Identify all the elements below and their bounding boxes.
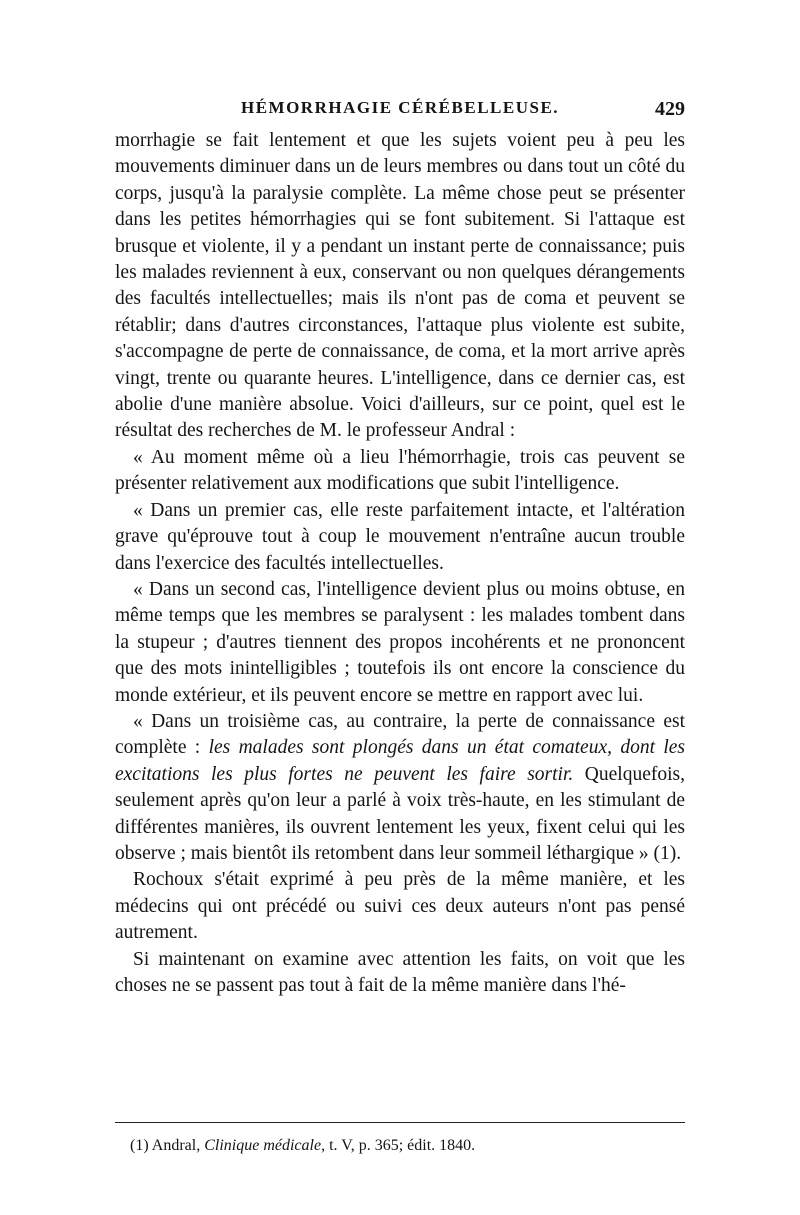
paragraph-5-start: « Dans un troisième cas, au contraire, la perte de connaissance est complète :	[115, 710, 685, 759]
page-number: 429	[655, 98, 685, 120]
paragraph-1: morrhagie se fait lentement et que les sujets voient peu à peu les mouvements diminuer dans un de leurs membres ou dans tout un côté du corps, jusqu'à la paralysie complète. La même chose peut se présenter dans les petites hémorrhagies qui se font subitement. Si l'attaque est brusque et violente, il y a pendant un instant perte de connaissance; puis les malades reviennent à eux, conservant ou non quelques dérangements des facultés intellectuelles; mais ils n'ont pas de coma et peuvent se rétablir; dans d'autres circonstances, l'attaque plus violente est subite, s'accompagne de perte de connaissance, de coma, et la mort arrive après vingt, trente ou quarante heures. L'intelligence, dans ce dernier cas, est abolie d'une manière absolue. Voici d'ailleurs, sur ce point, quel est le résultat des recherches de M. le professeur Andral :	[115, 130, 685, 442]
paragraph-5-end: Quelquefois, seulement après qu'on leur a parlé à voix très-haute, en les stimulant de différentes manières, ils ouvrent lentement les yeux, fixent celui qui les observe ; mais bientôt ils retombent dans leur sommeil léthargique » (1).	[115, 763, 685, 864]
footnote	[130, 1136, 685, 1156]
body-text	[115, 128, 685, 999]
paragraph-5	[115, 709, 685, 867]
footnote-end: , t. V, p. 365; édit. 1840.	[321, 1137, 476, 1154]
paragraph-6: Rochoux s'était exprimé à peu près de la même manière, et les médecins qui ont précédé ou suivi ces deux auteurs n'ont pas pensé autrement.	[115, 869, 685, 944]
footnote-divider	[115, 1122, 685, 1123]
footnote-start: (1) Andral,	[130, 1137, 205, 1154]
page-header	[115, 98, 685, 124]
paragraph-2: « Au moment même où a lieu l'hémorrhagie, trois cas peuvent se présenter relativement aux modifications que subit l'intelligence.	[115, 446, 685, 495]
paragraph-3: « Dans un premier cas, elle reste parfaitement intacte, et l'altération grave qu'éprouve tout à coup le mouvement n'entraîne aucun trouble dans l'exercice des facultés intellectuelles.	[115, 499, 685, 574]
paragraph-5-italic: les malades sont plongés dans un état comateux, dont les excitations les plus fortes ne peuvent les faire sortir.	[115, 737, 685, 785]
paragraph-4: « Dans un second cas, l'intelligence devient plus ou moins obtuse, en même temps que les membres se paralysent : les malades tombent dans la stupeur ; d'autres tiennent des propos incohérents et ne prononcent que des mots inintelligibles ; toutefois ils ont encore la conscience du monde extérieur, et ils peuvent encore se mettre en rapport avec lui.	[115, 578, 685, 706]
paragraph-7: Si maintenant on examine avec attention les faits, on voit que les choses ne se passent pas tout à fait de la même manière dans l'hé-	[115, 948, 685, 996]
running-title: HÉMORRHAGIE CÉRÉBELLEUSE.	[240, 98, 560, 117]
footnote-title: Clinique médicale	[204, 1137, 322, 1154]
